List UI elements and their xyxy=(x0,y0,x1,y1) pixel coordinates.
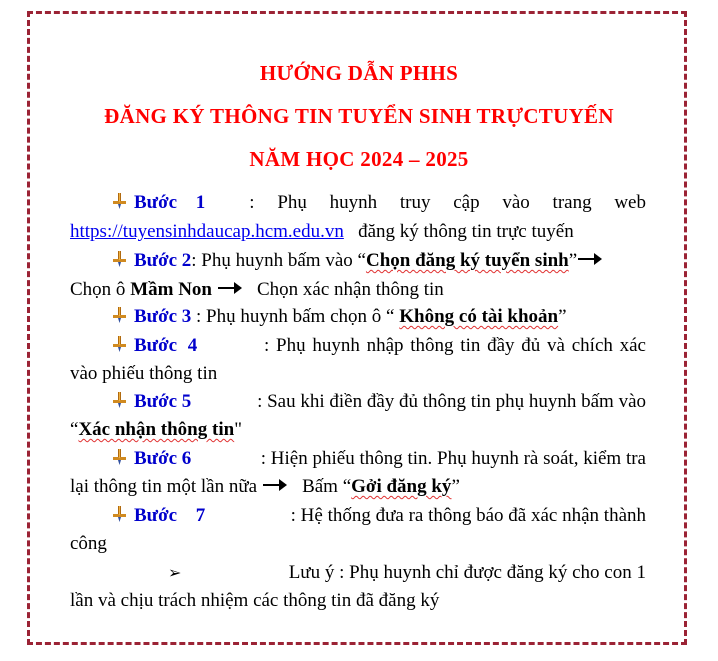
step-5-quote-close: " xyxy=(234,419,242,440)
step-5-bold: Xác nhận thông tin xyxy=(78,419,235,440)
step-7-text: : Hệ thống đưa ra thông báo đã xác nhận thành xyxy=(290,505,646,526)
step-3-quote: ” xyxy=(558,306,567,327)
step-6-quote: ” xyxy=(451,476,460,497)
step-7-label: Bước 7 xyxy=(134,505,206,526)
step-1-line-1 xyxy=(70,192,646,214)
step-2-text-2: Chọn ô xyxy=(70,279,131,300)
step-4-text: : Phụ huynh nhập thông tin đầy đủ và chích xác xyxy=(264,335,646,356)
step-3-bold: Không có tài khoản xyxy=(399,306,559,327)
step-6-text-2: lại thông tin một lần nữa xyxy=(70,476,258,497)
step-5-label: Bước 5 xyxy=(134,391,192,412)
step-7-line-1 xyxy=(70,505,646,527)
step-2-line-2 xyxy=(70,279,646,301)
step-6-label: Bước 6 xyxy=(134,448,192,469)
title-line-2: ĐĂNG KÝ THÔNG TIN TUYỂN SINH TRỰCTUYẾN xyxy=(104,104,614,128)
step-6-line-2 xyxy=(70,476,646,498)
pushpin-icon xyxy=(110,335,128,353)
step-5-text: : Sau khi điền đầy đủ thông tin phụ huynh bấm vào xyxy=(257,391,646,412)
step-4-line-2: vào phiếu thông tin xyxy=(70,363,218,384)
step-3-label: Bước 3 xyxy=(134,306,192,327)
step-3-text: : Phụ huynh bấm chọn ô “ xyxy=(196,306,400,327)
pushpin-icon xyxy=(110,192,128,210)
right-arrow-icon xyxy=(577,252,603,266)
step-5-line-1 xyxy=(70,391,646,413)
pushpin-icon xyxy=(110,306,128,324)
note-text: Lưu ý : Phụ huynh chỉ được đăng ký cho con 1 xyxy=(288,562,646,583)
title-line-3: NĂM HỌC 2024 – 2025 xyxy=(249,147,469,171)
step-1-label: Bước 1 xyxy=(134,192,206,213)
pushpin-icon xyxy=(110,250,128,268)
step-3-line xyxy=(70,306,646,328)
step-2-text-3: Chọn xác nhận thông tin xyxy=(257,279,444,300)
right-arrow-icon xyxy=(217,281,243,295)
step-2-bold-2: Mầm Non xyxy=(130,279,212,300)
step-2-text: : Phụ huynh bấm vào “ xyxy=(191,250,366,271)
pushpin-icon xyxy=(110,505,128,523)
pushpin-icon xyxy=(110,448,128,466)
step-5-line-2 xyxy=(70,419,646,441)
enrollment-website-link[interactable]: https://tuyensinhdaucap.hcm.edu.vn xyxy=(70,221,344,242)
step-2-line-1 xyxy=(70,250,646,272)
step-2-quote: ” xyxy=(568,250,578,271)
arrowhead-bullet-icon: ➢ xyxy=(168,563,182,582)
step-4-line-1 xyxy=(70,335,646,357)
pushpin-icon xyxy=(110,391,128,409)
step-6-line-1 xyxy=(70,448,646,470)
step-2-bold-text: Chọn đăng ký tuyển sinh xyxy=(365,250,569,271)
step-1-text: : Phụ huynh truy cập vào trang web xyxy=(249,192,646,213)
right-arrow-icon xyxy=(262,478,288,492)
step-1-text-2: đăng ký thông tin trực tuyến xyxy=(358,221,574,242)
step-5-quote-open: “ xyxy=(70,419,79,440)
step-6-text: : Hiện phiếu thông tin. Phụ huynh rà soát, kiểm tra xyxy=(260,448,646,469)
note-line-1 xyxy=(70,562,646,584)
step-6-bold: Gởi đăng ký xyxy=(351,476,452,497)
step-2-label: Bước 2 xyxy=(134,250,192,271)
title-line-1: HƯỚNG DẪN PHHS xyxy=(259,61,459,85)
step-1-line-2 xyxy=(70,221,646,243)
step-7-line-2: công xyxy=(70,533,107,554)
step-4-label: Bước 4 xyxy=(134,335,198,356)
step-6-text-3: Bấm “ xyxy=(302,476,352,497)
note-line-2: lần và chịu trách nhiệm các thông tin đã đăng ký xyxy=(70,590,440,611)
